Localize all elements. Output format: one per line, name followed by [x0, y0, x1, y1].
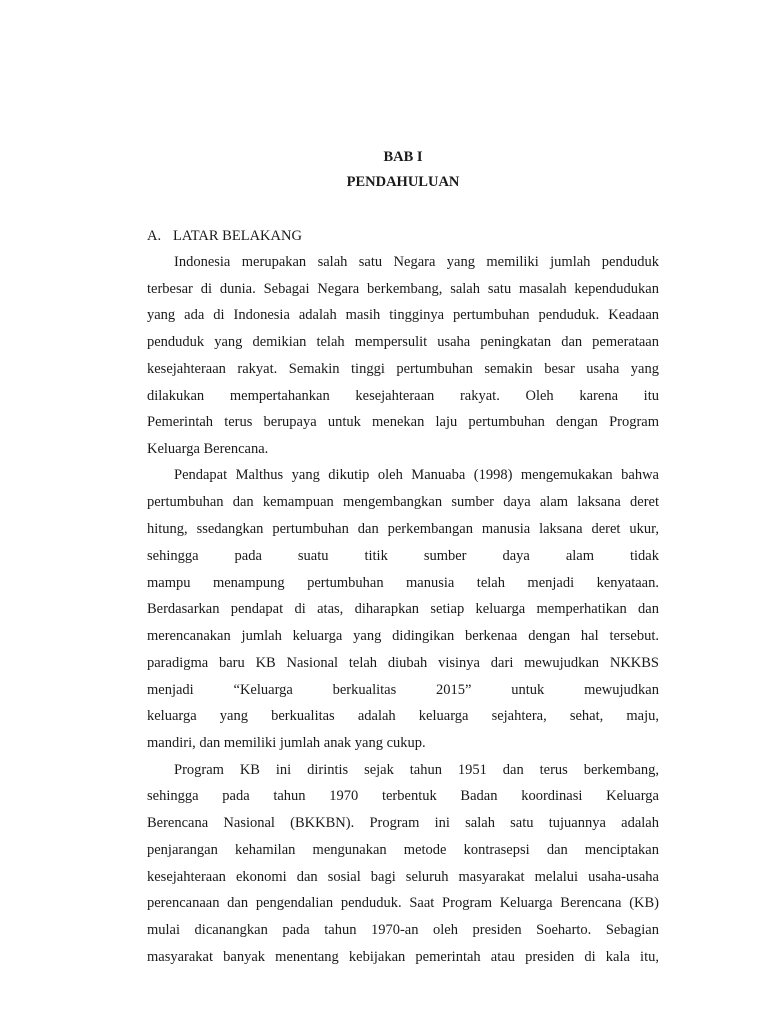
- body-line: Indonesia merupakan salah satu Negara yang memiliki jumlah penduduk: [174, 254, 659, 270]
- body-line: dilakukan mempertahankan kesejahteraan rakyat. Oleh karena itu: [147, 388, 659, 404]
- body-line: pertumbuhan dan kemampuan mengembangkan sumber daya alam laksana deret: [147, 494, 659, 510]
- body-line: penduduk yang demikian telah mempersulit usaha peningkatan dan pemerataan: [147, 334, 659, 350]
- body-line: merencanakan jumlah keluarga yang didingikan berkenaa dengan hal tersebut.: [147, 628, 659, 644]
- body-line: penjarangan kehamilan mengunakan metode kontrasepsi dan menciptakan: [147, 842, 659, 858]
- body-line: hitung, ssedangkan pertumbuhan dan perkembangan manusia laksana deret ukur,: [147, 521, 659, 537]
- body-line: Program KB ini dirintis sejak tahun 1951 dan terus berkembang,: [174, 762, 659, 778]
- body-line: perencanaan dan pengendalian penduduk. Saat Program Keluarga Berencana (KB): [147, 895, 659, 911]
- body-line: Berdasarkan pendapat di atas, diharapkan setiap keluarga memperhatikan dan: [147, 601, 659, 617]
- body-line: kesejahteraan rakyat. Semakin tinggi pertumbuhan semakin besar usaha yang: [147, 361, 659, 377]
- section-heading: [147, 228, 302, 245]
- body-line: yang ada di Indonesia adalah masih tingginya pertumbuhan penduduk. Keadaan: [147, 307, 659, 323]
- body-line: sehingga pada suatu titik sumber daya alam tidak: [147, 548, 659, 564]
- body-line: terbesar di dunia. Sebagai Negara berkembang, salah satu masalah kependudukan: [147, 281, 659, 297]
- body-line: Pemerintah terus berupaya untuk menekan laju pertumbuhan dengan Program: [147, 414, 659, 430]
- body-line: Berencana Nasional (BKKBN). Program ini salah satu tujuannya adalah: [147, 815, 659, 831]
- section-letter: A.: [147, 228, 162, 244]
- body-line: sehingga pada tahun 1970 terbentuk Badan koordinasi Keluarga: [147, 788, 659, 804]
- body-line: keluarga yang berkualitas adalah keluarga sejahtera, sehat, maju,: [147, 708, 659, 724]
- chapter-number: BAB I: [383, 149, 423, 165]
- section-title: LATAR BELAKANG: [173, 228, 302, 244]
- body-line: mandiri, dan memiliki jumlah anak yang cukup.: [147, 735, 426, 751]
- body-line: Keluarga Berencana.: [147, 441, 269, 457]
- body-line: mulai dicanangkan pada tahun 1970-an oleh presiden Soeharto. Sebagian: [147, 922, 659, 938]
- body-line: menjadi “Keluarga berkualitas 2015” untuk mewujudkan: [147, 682, 659, 698]
- chapter-title: PENDAHULUAN: [346, 174, 460, 190]
- body-line: masyarakat banyak menentang kebijakan pemerintah atau presiden di kala itu,: [147, 949, 659, 965]
- body-line: kesejahteraan ekonomi dan sosial bagi seluruh masyarakat melalui usaha-usaha: [147, 869, 659, 885]
- body-line: Pendapat Malthus yang dikutip oleh Manuaba (1998) mengemukakan bahwa: [174, 467, 659, 483]
- body-line: mampu menampung pertumbuhan manusia telah menjadi kenyataan.: [147, 575, 659, 591]
- body-line: paradigma baru KB Nasional telah diubah visinya dari mewujudkan NKKBS: [147, 655, 659, 671]
